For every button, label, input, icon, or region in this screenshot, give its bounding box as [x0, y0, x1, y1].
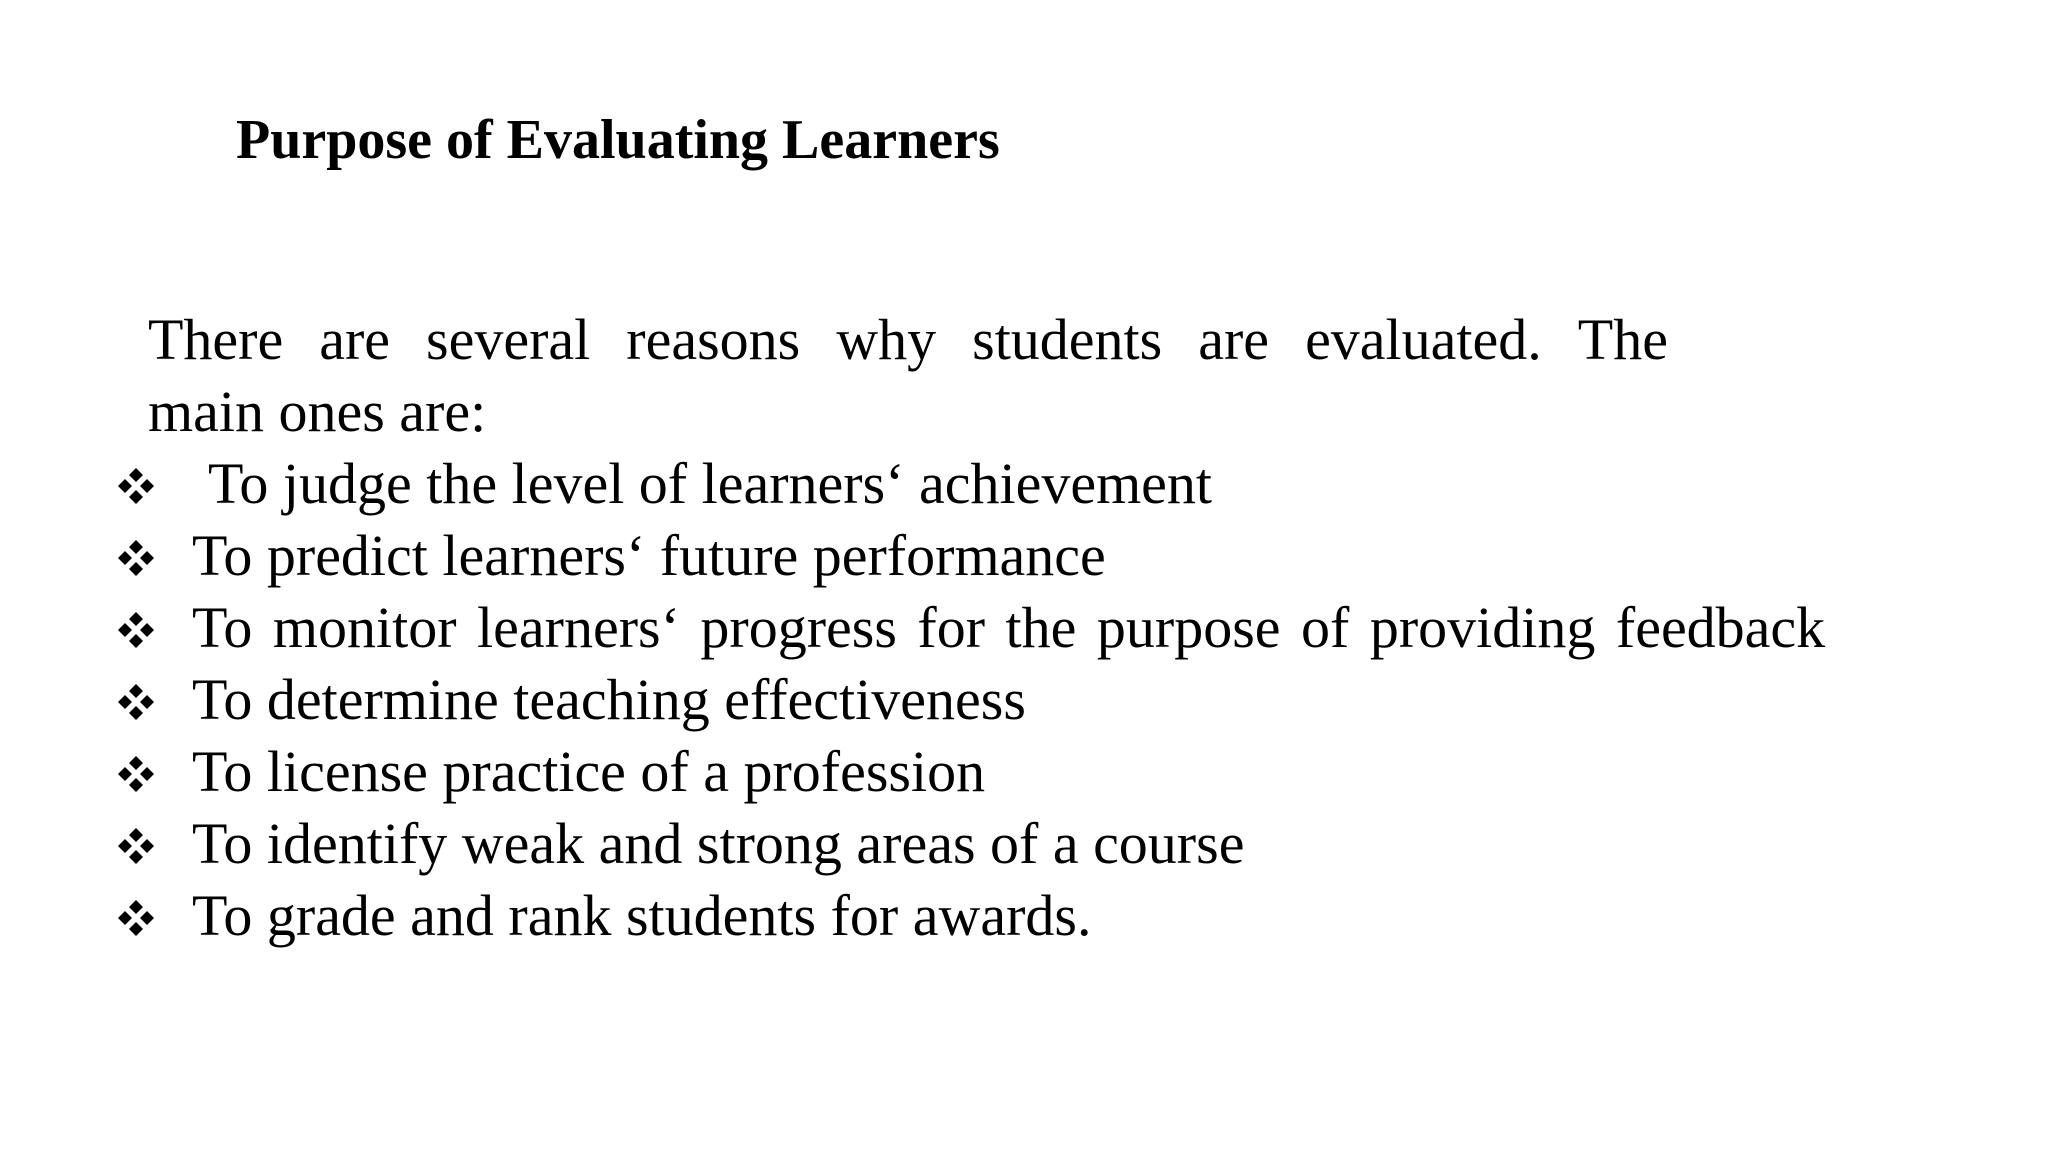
four-diamond-bullet-icon [116, 898, 156, 938]
intro-word: reasons [626, 307, 801, 372]
intro-word: why [836, 307, 937, 372]
intro-word: The [1577, 307, 1668, 372]
four-diamond-bullet-icon [116, 826, 156, 866]
four-diamond-bullet-icon [116, 610, 156, 650]
intro-word: are [1198, 307, 1270, 372]
bullet-text: To monitor learners‘ progress for the purpose of providing feedback [192, 595, 1826, 660]
intro-word: several [426, 307, 591, 372]
intro-line-1 [148, 304, 1668, 376]
bullet-text: To judge the level of learners‘ achievement [208, 451, 1213, 516]
four-diamond-bullet-icon [116, 466, 156, 506]
intro-word: evaluated. [1305, 307, 1542, 372]
bullet-text: To predict learners‘ future performance [192, 523, 1106, 588]
intro-paragraph [148, 304, 1668, 448]
intro-word: There [148, 307, 284, 372]
bullet-text: To identify weak and strong areas of a course [192, 811, 1245, 876]
four-diamond-bullet-icon [116, 754, 156, 794]
bullet-text: To grade and rank students for awards. [192, 883, 1092, 948]
intro-line-2: main ones are: [148, 379, 487, 444]
four-diamond-bullet-icon [116, 682, 156, 722]
intro-word: are [319, 307, 391, 372]
bullet-text: To license practice of a profession [192, 739, 986, 804]
slide-title: Purpose of Evaluating Learners [236, 109, 1000, 171]
bullet-text: To determine teaching effectiveness [192, 667, 1026, 732]
intro-word: students [972, 307, 1163, 372]
four-diamond-bullet-icon [116, 538, 156, 578]
